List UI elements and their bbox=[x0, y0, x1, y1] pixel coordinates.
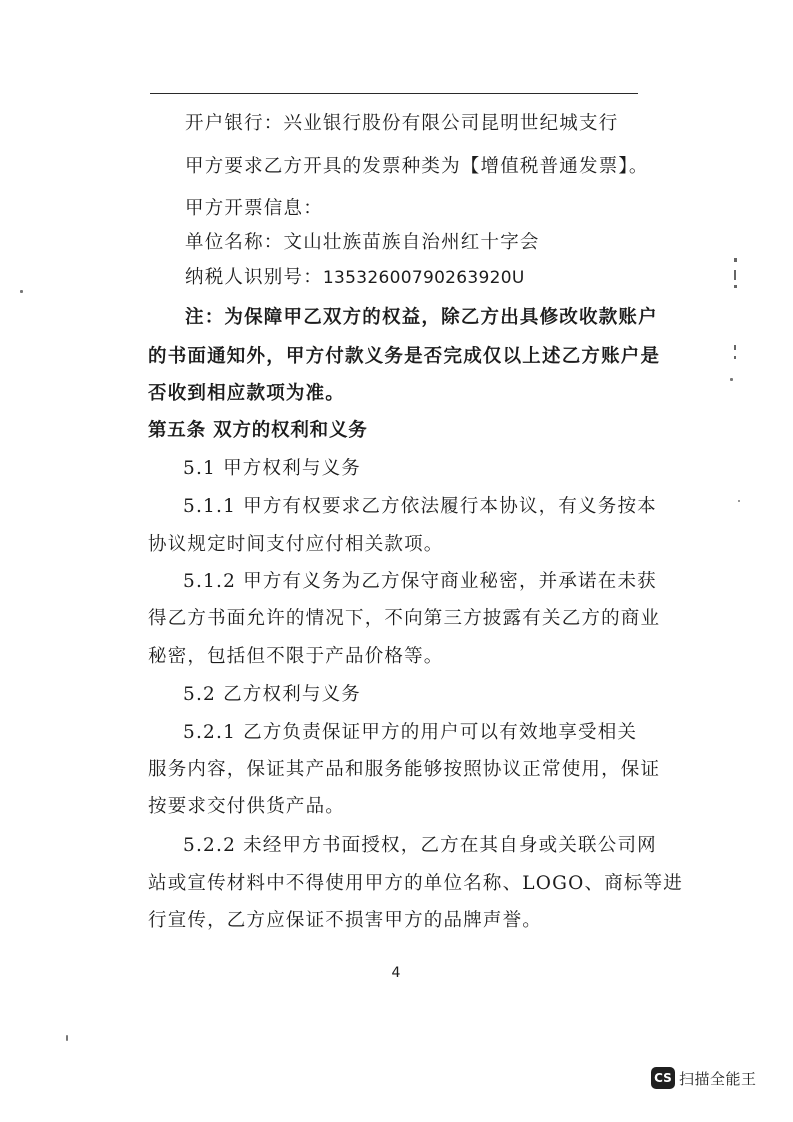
clause-5-2-1-line-3: 按要求交付供货产品。 bbox=[148, 796, 346, 817]
camscanner-watermark bbox=[651, 1066, 757, 1090]
clause-5-1-1-line-2: 协议规定时间支付应付相关款项。 bbox=[148, 534, 444, 555]
clause-5-1-2-line-2: 得乙方书面允许的情况下，不向第三方披露有关乙方的商业 bbox=[148, 608, 661, 629]
section-5-2-heading: 5.2 乙方权利与义务 bbox=[183, 684, 362, 705]
tax-id-value: 13532600790263920U bbox=[322, 268, 525, 288]
scan-artifact bbox=[66, 1035, 68, 1041]
scan-artifact bbox=[730, 378, 733, 381]
clause-5-2-2-line-3: 行宣传，乙方应保证不损害甲方的品牌声誉。 bbox=[148, 910, 543, 931]
page-number: 4 bbox=[391, 965, 401, 981]
unit-name-line: 单位名称：文山壮族苗族自治州红十字会 bbox=[185, 232, 540, 253]
scan-artifact bbox=[738, 500, 740, 502]
clause-5-2-2-line-2: 站或宣传材料中不得使用甲方的单位名称、LOGO、商标等进 bbox=[148, 873, 683, 894]
article-heading: 第五条 双方的权利和义务 bbox=[148, 420, 368, 441]
note-line-3: 否收到相应款项为准。 bbox=[148, 383, 346, 404]
note-line-1: 注：为保障甲乙双方的权益，除乙方出具修改收款账户 bbox=[185, 307, 658, 328]
bank-line: 开户银行：兴业银行股份有限公司昆明世纪城支行 bbox=[185, 113, 619, 134]
note-line-2: 的书面通知外，甲方付款义务是否完成仅以上述乙方账户是 bbox=[148, 346, 661, 367]
scan-artifact bbox=[734, 356, 736, 359]
clause-5-1-2-line-1: 5.1.2 甲方有义务为乙方保守商业秘密，并承诺在未获 bbox=[183, 571, 657, 592]
invoice-info-heading: 甲方开票信息： bbox=[185, 198, 323, 219]
clause-5-1-2-line-3: 秘密，包括但不限于产品价格等。 bbox=[148, 646, 444, 667]
scan-artifact bbox=[734, 285, 737, 288]
clause-5-2-1-line-2: 服务内容，保证其产品和服务能够按照协议正常使用，保证 bbox=[148, 759, 661, 780]
scan-artifact bbox=[734, 258, 737, 262]
section-5-1-heading: 5.1 甲方权利与义务 bbox=[183, 458, 362, 479]
tax-id-line bbox=[185, 265, 525, 291]
scan-artifact bbox=[734, 270, 736, 280]
header-rule bbox=[150, 93, 638, 94]
clause-5-2-1-line-1: 5.2.1 乙方负责保证甲方的用户可以有效地享受相关 bbox=[183, 722, 638, 743]
invoice-type-line: 甲方要求乙方开具的发票种类为【增值税普通发票】。 bbox=[185, 156, 649, 177]
tax-id-label: 纳税人识别号： bbox=[185, 267, 323, 288]
clause-5-1-1-line-1: 5.1.1 甲方有权要求乙方依法履行本协议，有义务按本 bbox=[183, 496, 657, 517]
camscanner-logo-icon: CS bbox=[651, 1067, 675, 1089]
clause-5-2-2-line-1: 5.2.2 未经甲方书面授权，乙方在其自身或关联公司网 bbox=[183, 835, 657, 856]
scan-artifact bbox=[734, 345, 736, 350]
watermark-label: 扫描全能王 bbox=[679, 1069, 757, 1088]
scan-artifact bbox=[20, 290, 23, 293]
